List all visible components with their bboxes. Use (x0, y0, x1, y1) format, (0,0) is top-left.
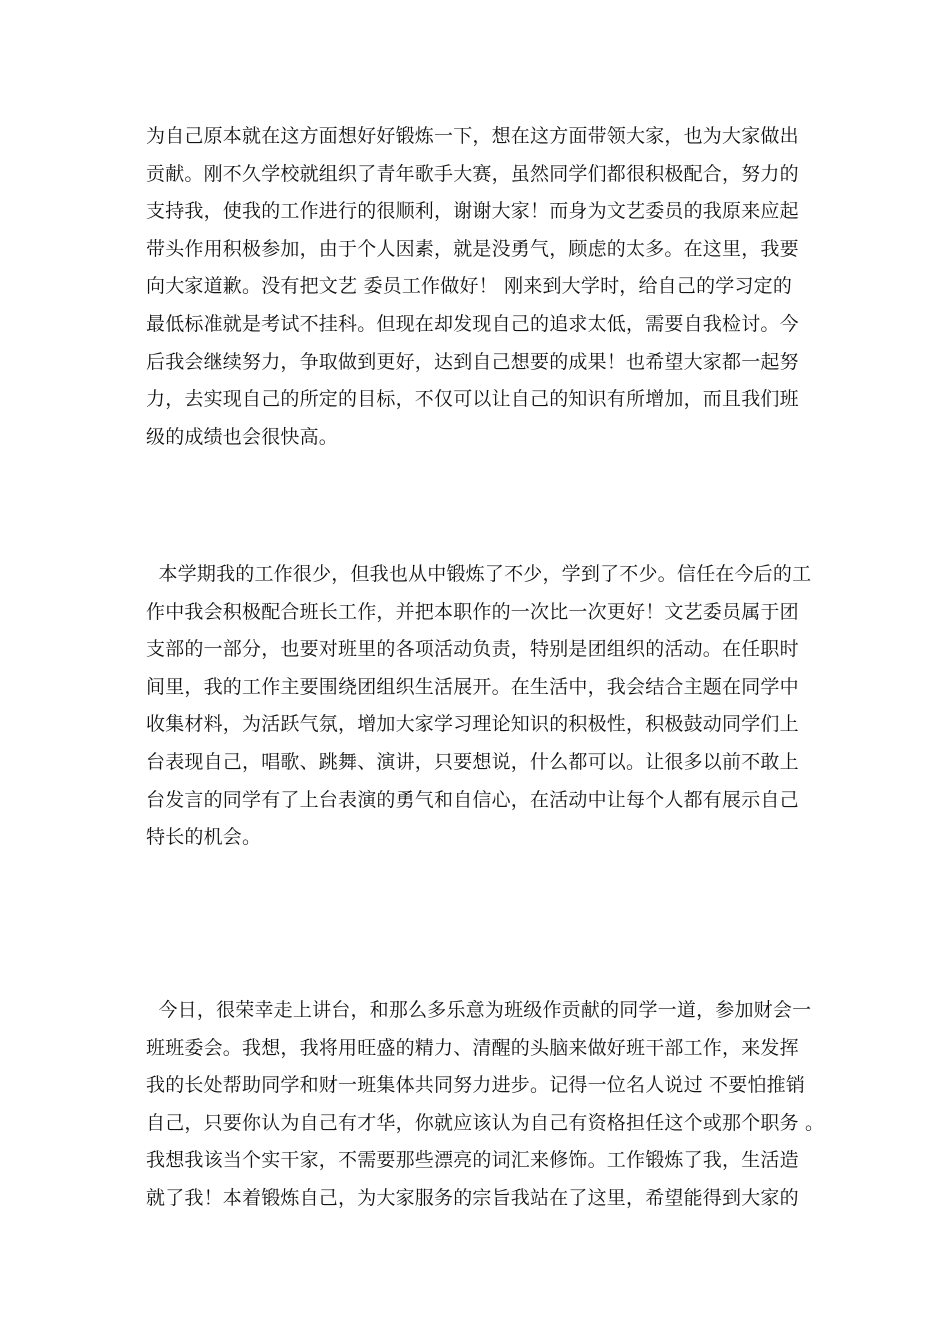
text-line: 自己，只要你认为自己有才华，你就应该认为自己有资格担任这个或那个职务 。 (146, 1111, 825, 1134)
text-line: 支持我，使我的工作进行的很顺利，谢谢大家！而身为文艺委员的我原来应起 (146, 200, 799, 223)
text-line: 最低标准就是考试不挂科。但现在却发现自己的追求太低，需要自我检讨。今 (146, 312, 799, 335)
text-line: 台发言的同学有了上台表演的勇气和自信心，在活动中让每个人都有展示自己 (146, 788, 799, 811)
text-line: 后我会继续努力，争取做到更好，达到自己想要的成果！也希望大家都一起努 (146, 350, 799, 373)
text-line: 本学期我的工作很少，但我也从中锻炼了不少，学到了不少。信任在今后的工 (146, 563, 812, 585)
paragraph-3 (146, 992, 826, 1218)
text-line: 就了我！本着锻炼自己，为大家服务的宗旨我站在了这里，希望能得到大家的 (146, 1186, 799, 1209)
text-line: 贡献。刚不久学校就组织了青年歌手大赛，虽然同学们都很积极配合，努力的 (146, 162, 799, 185)
text-line: 台表现自己，唱歌、跳舞、演讲，只要想说，什么都可以。让很多以前不敢上 (146, 750, 799, 773)
text-line: 向大家道歉。没有把文艺 委员工作做好！ 刚来到大学时，给自己的学习定的 (146, 275, 793, 298)
text-line: 级的成绩也会很快高。 (146, 425, 339, 448)
text-line: 为自己原本就在这方面想好好锻炼一下，想在这方面带领大家，也为大家做出 (146, 125, 799, 147)
text-line: 带头作用积极参加，由于个人因素，就是没勇气，顾虑的太多。在这里，我要 (146, 237, 799, 260)
text-line: 我的长处帮助同学和财一班集体共同努力进步。记得一位名人说过 不要怕推销 (146, 1074, 806, 1097)
text-line: 今日，很荣幸走上讲台，和那么多乐意为班级作贡献的同学一道，参加财会一 (146, 999, 812, 1021)
text-line: 间里，我的工作主要围绕团组织生活展开。在生活中，我会结合主题在同学中 (146, 675, 799, 698)
text-line: 我想我该当个实干家，不需要那些漂亮的词汇来修饰。工作锻炼了我，生活造 (146, 1149, 799, 1172)
text-line: 支部的一部分，也要对班里的各项活动负责，特别是团组织的活动。在任职时 (146, 638, 799, 661)
text-line: 作中我会积极配合班长工作，并把本职作的一次比一次更好！文艺委员属于团 (146, 600, 799, 623)
text-line: 收集材料，为活跃气氛，增加大家学习理论知识的积极性，积极鼓动同学们上 (146, 713, 799, 736)
text-line: 特长的机会。 (146, 826, 262, 849)
text-line: 力，去实现自己的所定的目标，不仅可以让自己的知识有所增加，而且我们班 (146, 388, 799, 411)
text-line: 班班委会。我想，我将用旺盛的精力、清醒的头脑来做好班干部工作，来发挥 (146, 1036, 799, 1059)
paragraph-1 (146, 118, 826, 456)
paragraph-2 (146, 556, 826, 857)
